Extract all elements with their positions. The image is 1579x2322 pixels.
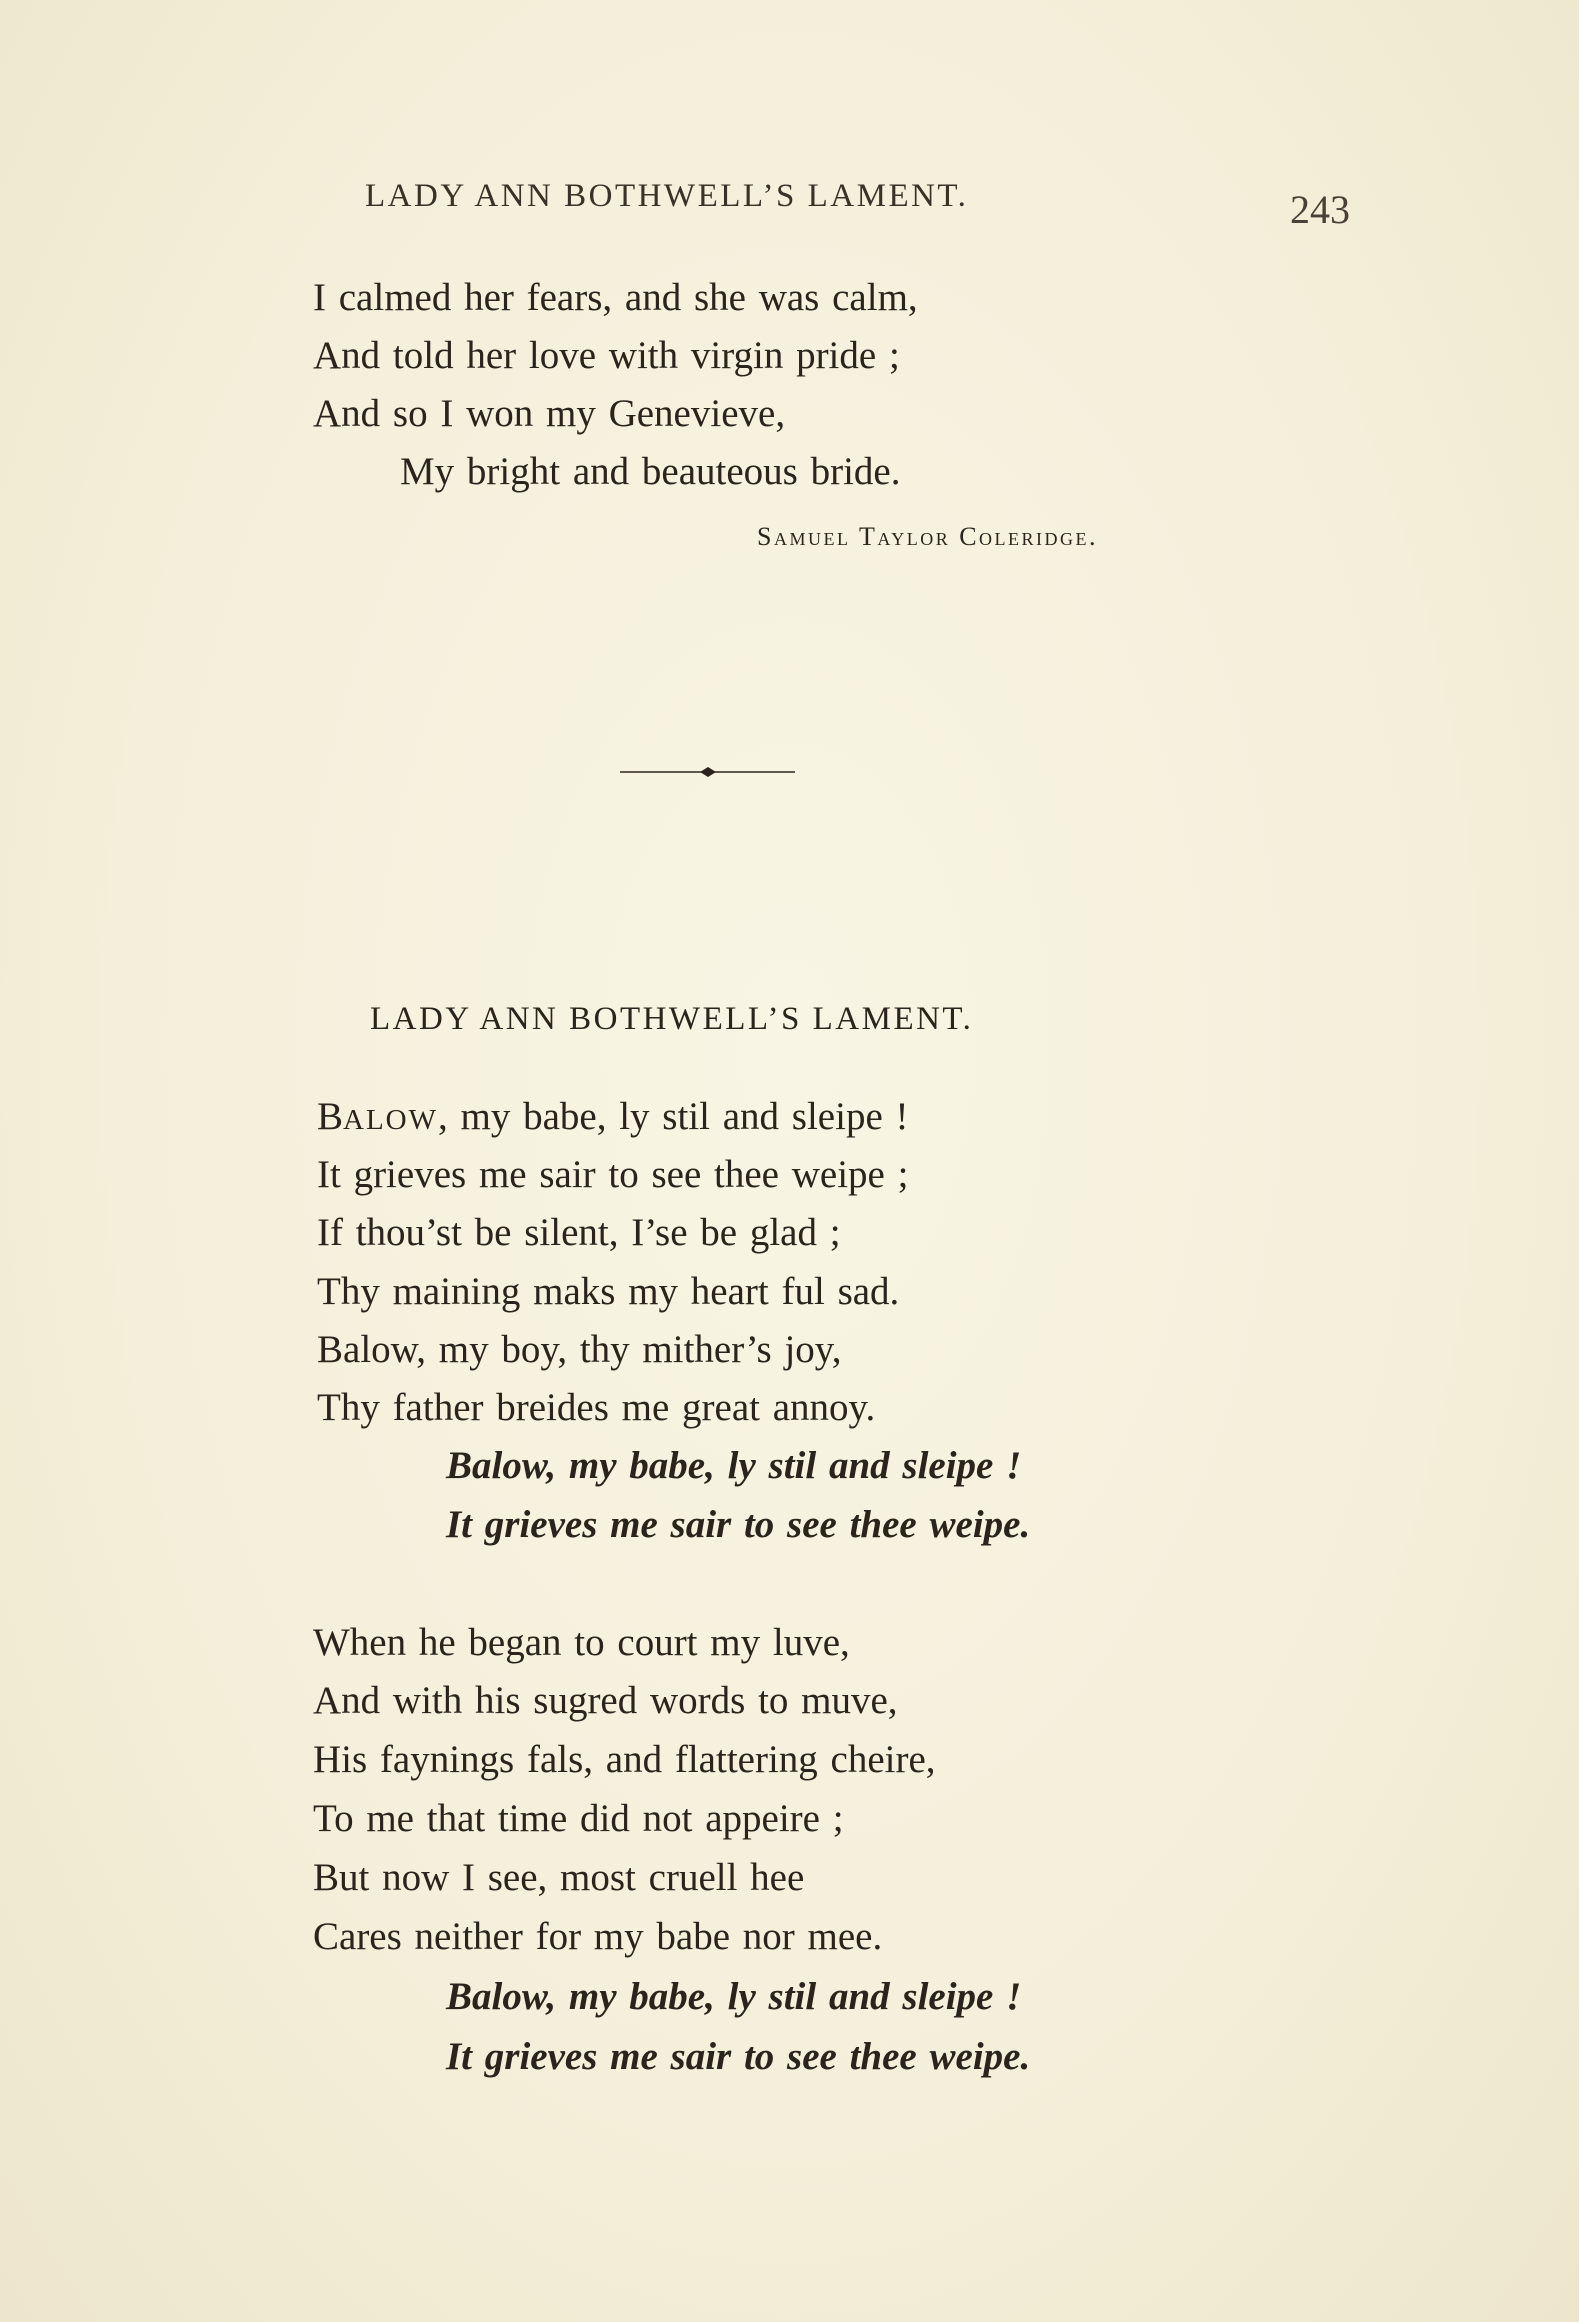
verse-line: If thou’st be silent, I’se be glad ; <box>317 1211 841 1254</box>
verse-line: Balow, my boy, thy mither’s joy, <box>317 1328 842 1371</box>
verse-line: But now I see, most cruell hee <box>313 1856 805 1899</box>
verse-line: When he began to court my luve, <box>313 1621 850 1664</box>
refrain-line: Balow, my babe, ly stil and sleipe ! <box>446 1444 1022 1487</box>
refrain-line: It grieves me sair to see thee weipe. <box>446 2035 1031 2078</box>
verse-line-first: BALOW, my babe, ly stil and sleipe ! <box>317 1095 909 1138</box>
poem-title: LADY ANN BOTHWELL’S LAMENT. <box>370 1001 974 1037</box>
author-attribution: Samuel Taylor Coleridge. <box>757 522 1099 551</box>
verse-line: My bright and beauteous bride. <box>400 450 901 493</box>
page-number: 243 <box>1290 187 1350 232</box>
running-title: LADY ANN BOTHWELL’S LAMENT. <box>365 178 969 214</box>
verse-line: Thy maining maks my heart ful sad. <box>317 1270 900 1313</box>
verse-line: And so I won my Genevieve, <box>313 392 786 435</box>
verse-line: And with his sugred words to muve, <box>313 1679 898 1722</box>
refrain-line: It grieves me sair to see thee weipe. <box>446 1503 1031 1546</box>
verse-line: It grieves me sair to see thee weipe ; <box>317 1153 909 1196</box>
refrain-line: Balow, my babe, ly stil and sleipe ! <box>446 1975 1022 2018</box>
verse-line: I calmed her fears, and she was calm, <box>313 276 918 319</box>
section-divider-ornament <box>620 762 795 782</box>
verse-line: And told her love with virgin pride ; <box>313 334 900 377</box>
verse-line: To me that time did not appeire ; <box>313 1797 844 1840</box>
verse-line: Cares neither for my babe nor mee. <box>313 1915 883 1958</box>
verse-line: His faynings fals, and flattering cheire, <box>313 1738 936 1781</box>
verse-line: Thy father breides me great annoy. <box>317 1386 876 1429</box>
